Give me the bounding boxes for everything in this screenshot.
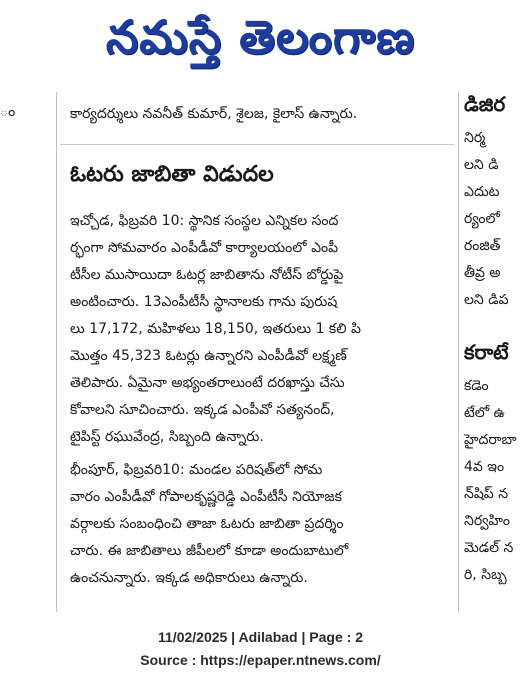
article-line: టైపిస్ట్ రఘువేంద్ర, సిబ్బంది ఉన్నారు. xyxy=(70,429,264,445)
right-column xyxy=(460,88,521,608)
right-column-line: న్‌షిప్ న xyxy=(464,486,509,502)
article-headline: ఓటరు జాబితా విడుదల xyxy=(70,162,274,187)
right-column-line: టేలో ఉ xyxy=(464,405,505,421)
right-column-line: నిర్వహిం xyxy=(464,513,510,529)
right-column-line: నిర్మ xyxy=(464,130,486,146)
masthead xyxy=(0,0,521,86)
right-column-line: మెడల్ న xyxy=(464,540,514,556)
right-column-line: కడెం xyxy=(464,378,489,394)
article-line: భీంపూర్, ఫిబ్రవరి10: మండల పరిషత్‌లో సోమ xyxy=(70,462,323,478)
right-heading-karate: కరాటే xyxy=(464,340,509,364)
left-column-fragment: ం xyxy=(0,104,16,120)
right-column-line: ర్యంలో xyxy=(464,211,500,227)
article-line: ఉంచనున్నారు. ఇక్కడ అధికారులు ఉన్నారు. xyxy=(70,570,308,586)
footer-source-line: Source : https://epaper.ntnews.com/ xyxy=(140,652,381,668)
article-line: ఇచ్చోడ, ఫిబ్రవరి 10: స్థానిక సంస్థల ఎన్నికల సంద xyxy=(70,213,339,229)
right-column-line: తీవ్ర అ xyxy=(464,265,501,281)
article-paragraph-2 xyxy=(70,457,460,592)
right-top-heading: డిజిర xyxy=(464,92,506,116)
article-line: వర్గాలకు సంబంధించి తాజా ఓటరు జాబితా ప్రదర్శిం xyxy=(70,516,344,532)
article-line: చారు. ఈ జాబితాలు జీపీలలో కూడా అందుబాటులో xyxy=(70,543,349,559)
right-column-line: లని డి xyxy=(464,157,499,173)
previous-article-ending: కార్యదర్శులు నవనీత్ కుమార్, శైలజ, కైలాస్ ఉన్నారు. xyxy=(70,106,358,122)
right-column-line: 4వ ఇం xyxy=(464,459,505,475)
article-line: తెలిపారు. ఏమైనా అభ్యంతరాలుంటే దరఖాస్తు చేసు xyxy=(70,375,345,391)
newspaper-logo: నమస్తే తెలంగాణ xyxy=(105,10,416,64)
right-column-line: ఎదుట xyxy=(464,184,500,200)
article-line: కోవాలని సూచించారు. ఇక్కడ ఎంపీవో సత్యనంద్, xyxy=(70,402,335,418)
article-separator xyxy=(60,144,454,145)
footer-date-line: 11/02/2025 | Adilabad | Page : 2 xyxy=(158,629,363,645)
right-column-line: లని డిప xyxy=(464,292,509,308)
article-line: వారం ఎంపీడీవో గోపాలకృష్ణరెడ్డి ఎంపీటీసీ నియోజక xyxy=(70,489,342,505)
right-column-line: రంజిత్ xyxy=(464,238,501,254)
article-line: మొత్తం 45,323 ఓటర్లు ఉన్నారని ఎంపీడీవో లక్ష్మణ్ xyxy=(70,348,347,364)
article-line: ర్భంగా సోమవారం ఎంపీడీవో కార్యాలయంలో ఎంపీ xyxy=(70,240,339,256)
article-paragraph-1 xyxy=(70,208,460,451)
article-line: టీసీల ముసాయిదా ఓటర్ల జాబితాను నోటీస్ బోర్డుపై xyxy=(70,267,344,283)
article-line: లు 17,172, మహిళలు 18,150, ఇతరులు 1 కలి పి xyxy=(70,321,361,337)
right-column-line: హైదరాబా xyxy=(464,432,517,448)
article-line: అంటించారు. 13ఎంపీటీసీ స్థానాలకు గాను పురుష xyxy=(70,294,338,310)
right-column-line: రి, సిబ్బ xyxy=(464,567,507,583)
column-divider-left xyxy=(56,92,57,612)
